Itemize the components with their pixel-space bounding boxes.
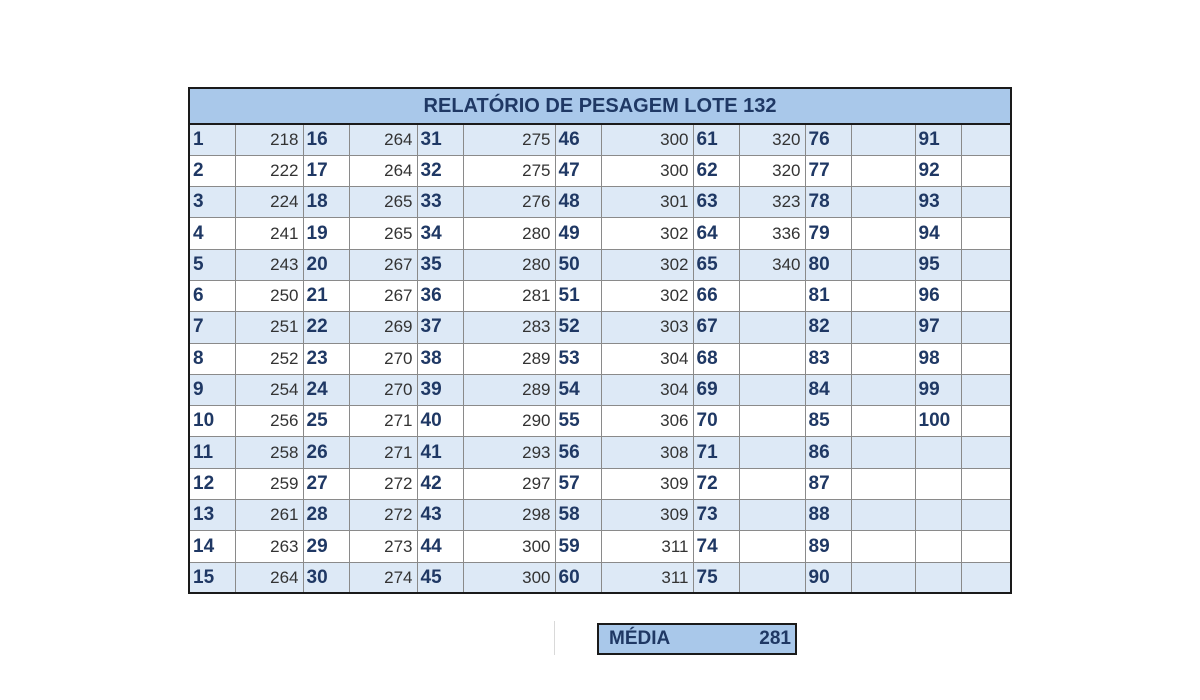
weight-cell <box>739 343 805 374</box>
animal-number-cell: 68 <box>693 343 739 374</box>
weight-cell: 270 <box>349 343 417 374</box>
table-row <box>189 406 1011 437</box>
animal-number-cell: 66 <box>693 280 739 311</box>
animal-number-cell: 81 <box>805 280 851 311</box>
animal-number-cell: 60 <box>555 562 601 593</box>
animal-number-cell: 67 <box>693 312 739 343</box>
animal-number-cell: 30 <box>303 562 349 593</box>
weight-cell: 283 <box>463 312 555 343</box>
weight-cell: 336 <box>739 218 805 249</box>
animal-number-cell: 96 <box>915 280 961 311</box>
animal-number-cell: 55 <box>555 406 601 437</box>
table-row <box>189 531 1011 562</box>
table-row <box>189 249 1011 280</box>
animal-number-cell: 86 <box>805 437 851 468</box>
weight-cell: 300 <box>601 124 693 155</box>
table-row <box>189 562 1011 593</box>
weight-cell: 251 <box>235 312 303 343</box>
animal-number-cell: 85 <box>805 406 851 437</box>
weight-cell: 243 <box>235 249 303 280</box>
weight-cell: 271 <box>349 437 417 468</box>
animal-number-cell: 91 <box>915 124 961 155</box>
weight-cell: 320 <box>739 124 805 155</box>
animal-number-cell: 51 <box>555 280 601 311</box>
weight-cell: 259 <box>235 468 303 499</box>
weight-cell: 301 <box>601 187 693 218</box>
weight-cell <box>851 280 915 311</box>
weight-cell <box>961 249 1011 280</box>
weight-cell: 275 <box>463 124 555 155</box>
animal-number-cell: 16 <box>303 124 349 155</box>
weight-cell <box>851 531 915 562</box>
weight-cell <box>851 124 915 155</box>
animal-number-cell: 74 <box>693 531 739 562</box>
animal-number-cell: 37 <box>417 312 463 343</box>
weight-cell: 290 <box>463 406 555 437</box>
animal-number-cell: 95 <box>915 249 961 280</box>
animal-number-cell: 7 <box>189 312 235 343</box>
animal-number-cell: 19 <box>303 218 349 249</box>
weight-cell: 302 <box>601 280 693 311</box>
animal-number-cell: 59 <box>555 531 601 562</box>
animal-number-cell: 56 <box>555 437 601 468</box>
weight-cell <box>851 562 915 593</box>
animal-number-cell: 62 <box>693 155 739 186</box>
average-box <box>597 623 797 655</box>
weight-cell: 264 <box>349 155 417 186</box>
weight-cell: 252 <box>235 343 303 374</box>
weight-cell: 311 <box>601 531 693 562</box>
weight-cell: 265 <box>349 187 417 218</box>
weight-cell: 218 <box>235 124 303 155</box>
weight-cell: 267 <box>349 249 417 280</box>
animal-number-cell: 12 <box>189 468 235 499</box>
animal-number-cell: 58 <box>555 500 601 531</box>
animal-number-cell: 93 <box>915 187 961 218</box>
weighing-report-table <box>188 87 1012 594</box>
table-row <box>189 218 1011 249</box>
weight-cell: 276 <box>463 187 555 218</box>
animal-number-cell: 52 <box>555 312 601 343</box>
weight-cell <box>851 155 915 186</box>
animal-number-cell: 97 <box>915 312 961 343</box>
weight-cell <box>739 406 805 437</box>
weight-cell <box>961 437 1011 468</box>
weight-cell <box>851 218 915 249</box>
weight-cell <box>851 343 915 374</box>
weight-cell: 304 <box>601 374 693 405</box>
weight-cell <box>851 437 915 468</box>
weight-cell: 306 <box>601 406 693 437</box>
average-value: 281 <box>759 628 791 649</box>
weight-cell <box>961 531 1011 562</box>
weight-cell: 250 <box>235 280 303 311</box>
animal-number-cell: 75 <box>693 562 739 593</box>
weight-cell <box>851 249 915 280</box>
weight-cell <box>739 437 805 468</box>
animal-number-cell: 47 <box>555 155 601 186</box>
table-row <box>189 280 1011 311</box>
animal-number-cell: 54 <box>555 374 601 405</box>
weight-cell: 256 <box>235 406 303 437</box>
weight-cell <box>739 500 805 531</box>
weight-cell: 340 <box>739 249 805 280</box>
weight-cell: 272 <box>349 500 417 531</box>
animal-number-cell: 83 <box>805 343 851 374</box>
animal-number-cell: 100 <box>915 406 961 437</box>
weight-cell: 261 <box>235 500 303 531</box>
animal-number-cell: 46 <box>555 124 601 155</box>
animal-number-cell: 50 <box>555 249 601 280</box>
animal-number-cell: 82 <box>805 312 851 343</box>
animal-number-cell: 78 <box>805 187 851 218</box>
weight-cell: 302 <box>601 218 693 249</box>
weight-cell <box>961 343 1011 374</box>
table-row <box>189 500 1011 531</box>
animal-number-cell: 71 <box>693 437 739 468</box>
weight-cell: 280 <box>463 249 555 280</box>
weight-cell: 280 <box>463 218 555 249</box>
animal-number-cell: 6 <box>189 280 235 311</box>
animal-number-cell: 42 <box>417 468 463 499</box>
weight-cell <box>961 500 1011 531</box>
animal-number-cell: 43 <box>417 500 463 531</box>
animal-number-cell: 89 <box>805 531 851 562</box>
animal-number-cell: 99 <box>915 374 961 405</box>
animal-number-cell: 15 <box>189 562 235 593</box>
animal-number-cell: 61 <box>693 124 739 155</box>
weight-cell: 303 <box>601 312 693 343</box>
animal-number-cell: 65 <box>693 249 739 280</box>
animal-number-cell: 11 <box>189 437 235 468</box>
animal-number-cell: 76 <box>805 124 851 155</box>
weight-cell: 264 <box>235 562 303 593</box>
animal-number-cell: 41 <box>417 437 463 468</box>
animal-number-cell: 1 <box>189 124 235 155</box>
weight-cell: 263 <box>235 531 303 562</box>
weight-cell: 269 <box>349 312 417 343</box>
animal-number-cell: 57 <box>555 468 601 499</box>
animal-number-cell: 10 <box>189 406 235 437</box>
animal-number-cell: 80 <box>805 249 851 280</box>
animal-number-cell: 21 <box>303 280 349 311</box>
weight-cell <box>961 124 1011 155</box>
weight-cell <box>961 280 1011 311</box>
weight-cell <box>739 468 805 499</box>
table-row <box>189 124 1011 155</box>
animal-number-cell: 5 <box>189 249 235 280</box>
weight-cell: 273 <box>349 531 417 562</box>
animal-number-cell <box>915 468 961 499</box>
weight-cell <box>961 562 1011 593</box>
table-row <box>189 155 1011 186</box>
weight-cell <box>961 374 1011 405</box>
weight-cell <box>851 312 915 343</box>
weight-cell: 264 <box>349 124 417 155</box>
weight-cell <box>961 218 1011 249</box>
animal-number-cell <box>915 500 961 531</box>
animal-number-cell: 92 <box>915 155 961 186</box>
weight-cell <box>739 280 805 311</box>
weight-cell: 272 <box>349 468 417 499</box>
weight-cell <box>961 187 1011 218</box>
weight-cell <box>851 500 915 531</box>
weight-cell: 265 <box>349 218 417 249</box>
animal-number-cell: 48 <box>555 187 601 218</box>
animal-number-cell: 22 <box>303 312 349 343</box>
weight-cell <box>739 374 805 405</box>
weight-cell <box>851 187 915 218</box>
weight-cell: 302 <box>601 249 693 280</box>
animal-number-cell: 64 <box>693 218 739 249</box>
animal-number-cell: 69 <box>693 374 739 405</box>
weight-cell: 309 <box>601 500 693 531</box>
animal-number-cell: 84 <box>805 374 851 405</box>
weight-cell: 300 <box>601 155 693 186</box>
animal-number-cell: 87 <box>805 468 851 499</box>
table-row <box>189 374 1011 405</box>
animal-number-cell: 32 <box>417 155 463 186</box>
animal-number-cell: 53 <box>555 343 601 374</box>
table-row <box>189 312 1011 343</box>
animal-number-cell: 25 <box>303 406 349 437</box>
animal-number-cell: 17 <box>303 155 349 186</box>
weight-cell: 275 <box>463 155 555 186</box>
animal-number-cell <box>915 562 961 593</box>
animal-number-cell: 3 <box>189 187 235 218</box>
animal-number-cell: 29 <box>303 531 349 562</box>
animal-number-cell <box>915 437 961 468</box>
weight-cell: 222 <box>235 155 303 186</box>
gridline-fragment <box>554 621 555 655</box>
weight-cell: 298 <box>463 500 555 531</box>
weight-cell: 254 <box>235 374 303 405</box>
weight-cell: 293 <box>463 437 555 468</box>
weight-cell <box>851 468 915 499</box>
animal-number-cell: 36 <box>417 280 463 311</box>
animal-number-cell: 4 <box>189 218 235 249</box>
weight-cell: 320 <box>739 155 805 186</box>
animal-number-cell: 63 <box>693 187 739 218</box>
weight-cell: 281 <box>463 280 555 311</box>
weight-cell: 224 <box>235 187 303 218</box>
average-label: MÉDIA <box>609 628 671 649</box>
animal-number-cell: 72 <box>693 468 739 499</box>
weight-cell: 311 <box>601 562 693 593</box>
animal-number-cell: 35 <box>417 249 463 280</box>
animal-number-cell: 39 <box>417 374 463 405</box>
animal-number-cell: 27 <box>303 468 349 499</box>
weight-cell: 300 <box>463 562 555 593</box>
weight-cell: 323 <box>739 187 805 218</box>
weight-cell: 270 <box>349 374 417 405</box>
weight-cell: 304 <box>601 343 693 374</box>
weight-cell: 258 <box>235 437 303 468</box>
animal-number-cell: 44 <box>417 531 463 562</box>
animal-number-cell: 9 <box>189 374 235 405</box>
weight-cell: 289 <box>463 343 555 374</box>
weight-cell <box>851 374 915 405</box>
weight-cell: 289 <box>463 374 555 405</box>
animal-number-cell: 8 <box>189 343 235 374</box>
table-row <box>189 343 1011 374</box>
weight-cell <box>961 312 1011 343</box>
weight-cell: 309 <box>601 468 693 499</box>
animal-number-cell: 88 <box>805 500 851 531</box>
animal-number-cell: 98 <box>915 343 961 374</box>
weight-cell <box>739 312 805 343</box>
animal-number-cell: 90 <box>805 562 851 593</box>
animal-number-cell: 2 <box>189 155 235 186</box>
weight-cell <box>961 468 1011 499</box>
weight-cell <box>739 562 805 593</box>
animal-number-cell: 13 <box>189 500 235 531</box>
animal-number-cell: 94 <box>915 218 961 249</box>
weight-cell <box>851 406 915 437</box>
weight-cell: 271 <box>349 406 417 437</box>
animal-number-cell: 77 <box>805 155 851 186</box>
animal-number-cell: 33 <box>417 187 463 218</box>
animal-number-cell: 18 <box>303 187 349 218</box>
weight-cell: 297 <box>463 468 555 499</box>
weight-cell <box>961 406 1011 437</box>
weight-cell: 308 <box>601 437 693 468</box>
table-row <box>189 187 1011 218</box>
weight-cell: 300 <box>463 531 555 562</box>
animal-number-cell: 70 <box>693 406 739 437</box>
animal-number-cell: 26 <box>303 437 349 468</box>
animal-number-cell: 23 <box>303 343 349 374</box>
animal-number-cell: 28 <box>303 500 349 531</box>
animal-number-cell: 73 <box>693 500 739 531</box>
animal-number-cell: 49 <box>555 218 601 249</box>
table-row <box>189 437 1011 468</box>
animal-number-cell: 45 <box>417 562 463 593</box>
report-title: RELATÓRIO DE PESAGEM LOTE 132 <box>189 88 1011 124</box>
animal-number-cell: 14 <box>189 531 235 562</box>
animal-number-cell <box>915 531 961 562</box>
weight-cell: 267 <box>349 280 417 311</box>
table-row <box>189 468 1011 499</box>
weight-cell: 241 <box>235 218 303 249</box>
animal-number-cell: 40 <box>417 406 463 437</box>
animal-number-cell: 24 <box>303 374 349 405</box>
animal-number-cell: 34 <box>417 218 463 249</box>
animal-number-cell: 79 <box>805 218 851 249</box>
weight-cell <box>739 531 805 562</box>
animal-number-cell: 31 <box>417 124 463 155</box>
weight-cell <box>961 155 1011 186</box>
animal-number-cell: 38 <box>417 343 463 374</box>
weight-cell: 274 <box>349 562 417 593</box>
animal-number-cell: 20 <box>303 249 349 280</box>
